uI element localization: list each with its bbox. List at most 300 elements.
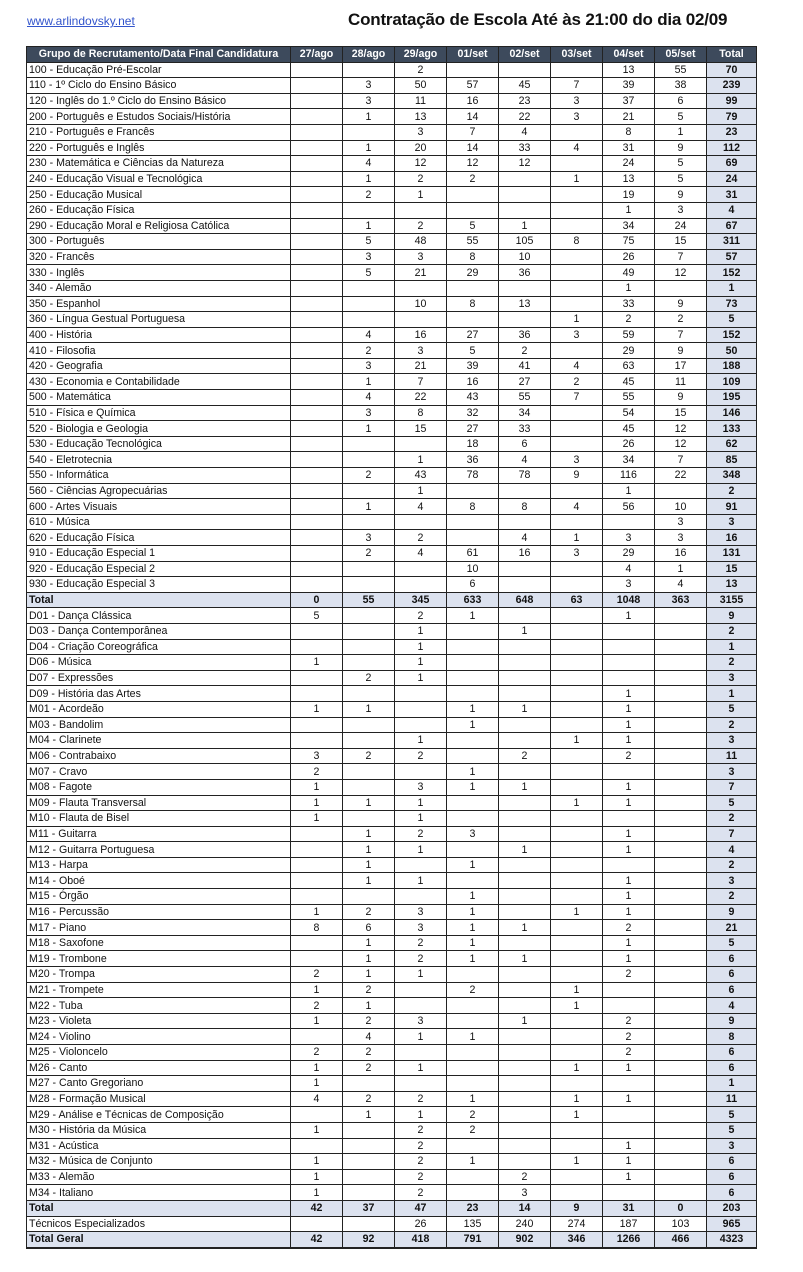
table-cell: [291, 514, 343, 530]
table-cell: [447, 530, 499, 546]
table-cell: 34: [603, 218, 655, 234]
table-cell: 18: [447, 436, 499, 452]
table-cell: [655, 1045, 707, 1061]
table-cell: 3: [603, 577, 655, 593]
table-cell: 902: [499, 1232, 551, 1248]
table-cell: 3: [655, 530, 707, 546]
table-cell: 2: [395, 748, 447, 764]
table-row: [27, 733, 757, 749]
table-cell: 105: [499, 234, 551, 250]
table-cell: 3: [551, 546, 603, 562]
row-label: M06 - Contrabaixo: [27, 748, 291, 764]
table-cell: [291, 234, 343, 250]
table-cell: [291, 436, 343, 452]
table-cell: [395, 1076, 447, 1092]
column-header-date: 02/set: [499, 47, 551, 63]
table-cell: [655, 717, 707, 733]
table-cell: 135: [447, 1216, 499, 1232]
table-cell: [603, 670, 655, 686]
table-row: [27, 140, 757, 156]
table-cell: [499, 889, 551, 905]
row-label: Total: [27, 1200, 291, 1216]
table-cell: 1: [551, 733, 603, 749]
table-cell: 3: [395, 779, 447, 795]
table-row: [27, 857, 757, 873]
subtotal-row: [27, 1200, 757, 1216]
table-cell: 16: [655, 546, 707, 562]
table-cell: [343, 483, 395, 499]
table-cell: [655, 811, 707, 827]
table-cell: 1: [603, 904, 655, 920]
row-label: D06 - Música: [27, 655, 291, 671]
table-row: [27, 124, 757, 140]
table-cell: [447, 1045, 499, 1061]
table-cell: [655, 873, 707, 889]
table-cell: 1: [551, 1091, 603, 1107]
table-cell: [395, 857, 447, 873]
table-row: [27, 171, 757, 187]
table-cell: 1: [603, 795, 655, 811]
table-cell: 1: [291, 1076, 343, 1092]
table-cell: 1: [447, 1154, 499, 1170]
table-cell: 6: [343, 920, 395, 936]
table-cell: 1: [551, 171, 603, 187]
table-cell: [291, 156, 343, 172]
table-cell: [655, 608, 707, 624]
table-cell: [447, 1060, 499, 1076]
row-total-cell: 85: [707, 452, 757, 468]
column-header-total: Total: [707, 47, 757, 63]
row-label: 290 - Educação Moral e Religiosa Católica: [27, 218, 291, 234]
table-cell: 3: [395, 1013, 447, 1029]
table-cell: 1: [343, 109, 395, 125]
table-cell: [655, 951, 707, 967]
table-cell: [291, 296, 343, 312]
table-cell: 3: [343, 530, 395, 546]
table-cell: 2: [447, 1122, 499, 1138]
table-cell: 1: [447, 608, 499, 624]
row-label: D07 - Expressões: [27, 670, 291, 686]
table-cell: [603, 982, 655, 998]
table-cell: 2: [395, 1091, 447, 1107]
table-cell: [343, 280, 395, 296]
table-cell: 4: [551, 140, 603, 156]
row-label: M32 - Música de Conjunto: [27, 1154, 291, 1170]
table-cell: 1: [291, 655, 343, 671]
table-cell: 39: [603, 78, 655, 94]
row-label: 510 - Física e Química: [27, 405, 291, 421]
table-cell: 1: [291, 904, 343, 920]
table-cell: 1: [603, 280, 655, 296]
table-cell: [551, 1138, 603, 1154]
table-cell: [499, 795, 551, 811]
row-total-cell: 133: [707, 421, 757, 437]
table-cell: 1: [447, 920, 499, 936]
row-total-cell: 2: [707, 811, 757, 827]
table-cell: [499, 1154, 551, 1170]
table-cell: [447, 748, 499, 764]
table-cell: 1: [655, 124, 707, 140]
row-label: 530 - Educação Tecnológica: [27, 436, 291, 452]
row-total-cell: 3: [707, 1138, 757, 1154]
table-cell: 3: [551, 93, 603, 109]
row-total-cell: 112: [707, 140, 757, 156]
table-cell: [655, 857, 707, 873]
table-cell: 1: [603, 842, 655, 858]
table-cell: [655, 483, 707, 499]
table-row: [27, 1154, 757, 1170]
table-row: [27, 1091, 757, 1107]
table-cell: [551, 873, 603, 889]
table-cell: 1: [395, 187, 447, 203]
table-cell: 1: [603, 202, 655, 218]
table-cell: [343, 1169, 395, 1185]
table-row: [27, 1216, 757, 1232]
table-cell: 8: [447, 499, 499, 515]
table-cell: [499, 967, 551, 983]
table-cell: [655, 701, 707, 717]
table-cell: [551, 421, 603, 437]
row-label: D01 - Dança Clássica: [27, 608, 291, 624]
table-cell: 15: [395, 421, 447, 437]
table-cell: 11: [395, 93, 447, 109]
table-cell: 2: [447, 171, 499, 187]
row-label: M07 - Cravo: [27, 764, 291, 780]
row-label: M33 - Alemão: [27, 1169, 291, 1185]
table-cell: [499, 1045, 551, 1061]
table-cell: 31: [603, 140, 655, 156]
table-cell: 1: [499, 842, 551, 858]
table-cell: [395, 701, 447, 717]
table-cell: [551, 514, 603, 530]
table-body: [27, 62, 757, 1248]
table-cell: 8: [551, 234, 603, 250]
table-cell: [655, 1091, 707, 1107]
table-cell: [291, 405, 343, 421]
table-cell: 1: [603, 935, 655, 951]
row-label: M15 - Órgão: [27, 889, 291, 905]
table-cell: 5: [291, 608, 343, 624]
table-cell: [343, 296, 395, 312]
table-cell: 4: [395, 546, 447, 562]
table-cell: [655, 1138, 707, 1154]
table-cell: 1: [655, 561, 707, 577]
table-cell: 5: [343, 265, 395, 281]
table-cell: 55: [603, 390, 655, 406]
table-cell: 6: [447, 577, 499, 593]
table-cell: [343, 202, 395, 218]
row-label: 200 - Português e Estudos Sociais/História: [27, 109, 291, 125]
table-cell: 1: [343, 857, 395, 873]
table-row: [27, 779, 757, 795]
table-cell: 10: [447, 561, 499, 577]
table-cell: 4: [395, 499, 447, 515]
row-label: M21 - Trompete: [27, 982, 291, 998]
table-cell: 466: [655, 1232, 707, 1248]
table-row: [27, 78, 757, 94]
site-link[interactable]: www.arlindovsky.net: [27, 14, 135, 28]
table-cell: 23: [499, 93, 551, 109]
table-cell: 1: [551, 904, 603, 920]
table-row: [27, 1107, 757, 1123]
table-cell: 1: [603, 686, 655, 702]
table-cell: 2: [395, 218, 447, 234]
table-cell: 16: [447, 374, 499, 390]
table-cell: 3: [343, 78, 395, 94]
table-cell: 2: [395, 935, 447, 951]
page-title: Contratação de Escola Até às 21:00 do dia 02/09: [348, 10, 728, 29]
table-cell: 2: [343, 904, 395, 920]
table-cell: 2: [603, 967, 655, 983]
table-cell: 49: [603, 265, 655, 281]
table-cell: 8: [603, 124, 655, 140]
table-cell: 4: [499, 452, 551, 468]
table-cell: 1: [499, 779, 551, 795]
table-cell: 1: [395, 795, 447, 811]
table-cell: 1: [551, 998, 603, 1014]
table-row: [27, 623, 757, 639]
table-cell: [343, 623, 395, 639]
table-cell: 1: [499, 920, 551, 936]
table-cell: [291, 109, 343, 125]
table-cell: [655, 670, 707, 686]
table-row: [27, 764, 757, 780]
row-label: 420 - Geografia: [27, 358, 291, 374]
row-label: Total: [27, 592, 291, 608]
table-cell: 1: [395, 452, 447, 468]
row-total-cell: 31: [707, 187, 757, 203]
table-cell: [551, 436, 603, 452]
table-cell: [395, 577, 447, 593]
table-cell: [499, 202, 551, 218]
table-cell: 1: [343, 218, 395, 234]
table-cell: [499, 1029, 551, 1045]
table-cell: 55: [447, 234, 499, 250]
table-cell: [499, 873, 551, 889]
table-row: [27, 842, 757, 858]
table-cell: 1: [551, 795, 603, 811]
row-label: 930 - Educação Especial 3: [27, 577, 291, 593]
table-cell: 2: [395, 530, 447, 546]
table-cell: [499, 312, 551, 328]
table-cell: 1: [343, 421, 395, 437]
table-cell: 92: [343, 1232, 395, 1248]
table-cell: 3: [395, 920, 447, 936]
table-cell: 29: [603, 546, 655, 562]
table-cell: [343, 639, 395, 655]
table-cell: 5: [655, 109, 707, 125]
table-cell: [603, 623, 655, 639]
row-total-cell: 152: [707, 327, 757, 343]
table-cell: 9: [655, 296, 707, 312]
table-row: [27, 1029, 757, 1045]
table-cell: 363: [655, 592, 707, 608]
table-cell: 1: [395, 1060, 447, 1076]
table-cell: [447, 733, 499, 749]
table-cell: [499, 1107, 551, 1123]
table-cell: [447, 795, 499, 811]
table-cell: [499, 811, 551, 827]
table-cell: [447, 967, 499, 983]
row-total-cell: 965: [707, 1216, 757, 1232]
column-header-date: 05/set: [655, 47, 707, 63]
table-cell: 1: [343, 967, 395, 983]
row-label: M11 - Guitarra: [27, 826, 291, 842]
table-cell: [551, 701, 603, 717]
table-cell: 31: [603, 1200, 655, 1216]
table-cell: [603, 1076, 655, 1092]
table-cell: 7: [551, 390, 603, 406]
table-cell: [291, 499, 343, 515]
row-total-cell: 3: [707, 670, 757, 686]
row-label: 330 - Inglês: [27, 265, 291, 281]
table-cell: 3: [499, 1185, 551, 1201]
table-cell: 17: [655, 358, 707, 374]
table-cell: [655, 655, 707, 671]
table-cell: [655, 686, 707, 702]
table-cell: 187: [603, 1216, 655, 1232]
table-cell: [291, 873, 343, 889]
table-cell: 1: [291, 779, 343, 795]
table-cell: [655, 998, 707, 1014]
table-cell: 2: [291, 967, 343, 983]
table-cell: [499, 639, 551, 655]
table-cell: 2: [655, 312, 707, 328]
table-cell: 1: [603, 1138, 655, 1154]
table-cell: [499, 1076, 551, 1092]
table-cell: [447, 655, 499, 671]
table-row: [27, 982, 757, 998]
table-cell: 13: [395, 109, 447, 125]
table-cell: 418: [395, 1232, 447, 1248]
row-total-cell: 2: [707, 623, 757, 639]
column-header-date: 27/ago: [291, 47, 343, 63]
row-label: M22 - Tuba: [27, 998, 291, 1014]
row-label: 120 - Inglês do 1.º Ciclo do Ensino Básico: [27, 93, 291, 109]
table-cell: [291, 530, 343, 546]
table-cell: 42: [291, 1200, 343, 1216]
table-cell: [447, 1185, 499, 1201]
row-total-cell: 7: [707, 826, 757, 842]
table-cell: [291, 826, 343, 842]
table-cell: [291, 561, 343, 577]
table-header-row: [27, 47, 757, 63]
table-cell: 3: [551, 327, 603, 343]
table-cell: [343, 764, 395, 780]
table-cell: [655, 1060, 707, 1076]
table-cell: 54: [603, 405, 655, 421]
table-cell: [551, 1122, 603, 1138]
row-label: 260 - Educação Física: [27, 202, 291, 218]
table-cell: [499, 935, 551, 951]
table-cell: [499, 655, 551, 671]
table-cell: [551, 187, 603, 203]
table-cell: [343, 1154, 395, 1170]
table-cell: [395, 686, 447, 702]
table-cell: [551, 265, 603, 281]
table-cell: 1: [603, 701, 655, 717]
table-cell: 9: [551, 468, 603, 484]
table-cell: [655, 920, 707, 936]
table-cell: [603, 1122, 655, 1138]
table-cell: 2: [343, 748, 395, 764]
table-cell: 1: [343, 795, 395, 811]
row-label: 520 - Biologia e Geologia: [27, 421, 291, 437]
table-cell: [291, 577, 343, 593]
table-cell: 1: [499, 951, 551, 967]
row-label: M16 - Percussão: [27, 904, 291, 920]
table-row: [27, 1045, 757, 1061]
table-cell: [499, 1091, 551, 1107]
table-cell: [291, 857, 343, 873]
table-cell: 4: [499, 124, 551, 140]
table-row: [27, 405, 757, 421]
table-cell: [603, 1107, 655, 1123]
table-cell: [499, 514, 551, 530]
table-cell: [291, 670, 343, 686]
table-cell: [551, 156, 603, 172]
row-total-cell: 11: [707, 748, 757, 764]
table-cell: [499, 717, 551, 733]
row-total-cell: 1: [707, 1076, 757, 1092]
row-label: 430 - Economia e Contabilidade: [27, 374, 291, 390]
table-cell: [499, 686, 551, 702]
table-cell: [655, 1185, 707, 1201]
row-label: M10 - Flauta de Bisel: [27, 811, 291, 827]
table-cell: [447, 514, 499, 530]
row-label: M19 - Trombone: [27, 951, 291, 967]
table-cell: 1: [343, 701, 395, 717]
table-cell: 9: [655, 140, 707, 156]
table-cell: [343, 655, 395, 671]
table-cell: 2: [603, 920, 655, 936]
table-cell: [447, 62, 499, 78]
table-cell: 346: [551, 1232, 603, 1248]
table-cell: [551, 1029, 603, 1045]
table-cell: [343, 561, 395, 577]
table-row: [27, 312, 757, 328]
table-cell: 1: [551, 1107, 603, 1123]
table-cell: [447, 1076, 499, 1092]
table-cell: [551, 483, 603, 499]
table-cell: 7: [395, 374, 447, 390]
table-cell: [343, 811, 395, 827]
table-row: [27, 514, 757, 530]
table-cell: [551, 1045, 603, 1061]
table-cell: [655, 733, 707, 749]
table-cell: 39: [447, 358, 499, 374]
table-cell: [343, 452, 395, 468]
table-cell: [291, 733, 343, 749]
table-cell: 4: [655, 577, 707, 593]
column-header-date: 28/ago: [343, 47, 395, 63]
row-total-cell: 4323: [707, 1232, 757, 1248]
table-cell: 3: [551, 452, 603, 468]
row-total-cell: 9: [707, 1013, 757, 1029]
table-cell: [551, 717, 603, 733]
table-cell: 1: [603, 951, 655, 967]
table-cell: [447, 639, 499, 655]
table-cell: 3: [343, 249, 395, 265]
table-cell: [291, 374, 343, 390]
table-cell: 2: [395, 171, 447, 187]
table-row: [27, 748, 757, 764]
table-cell: 1: [395, 639, 447, 655]
table-cell: 0: [655, 1200, 707, 1216]
table-row: [27, 296, 757, 312]
table-cell: [291, 249, 343, 265]
table-cell: 12: [655, 436, 707, 452]
